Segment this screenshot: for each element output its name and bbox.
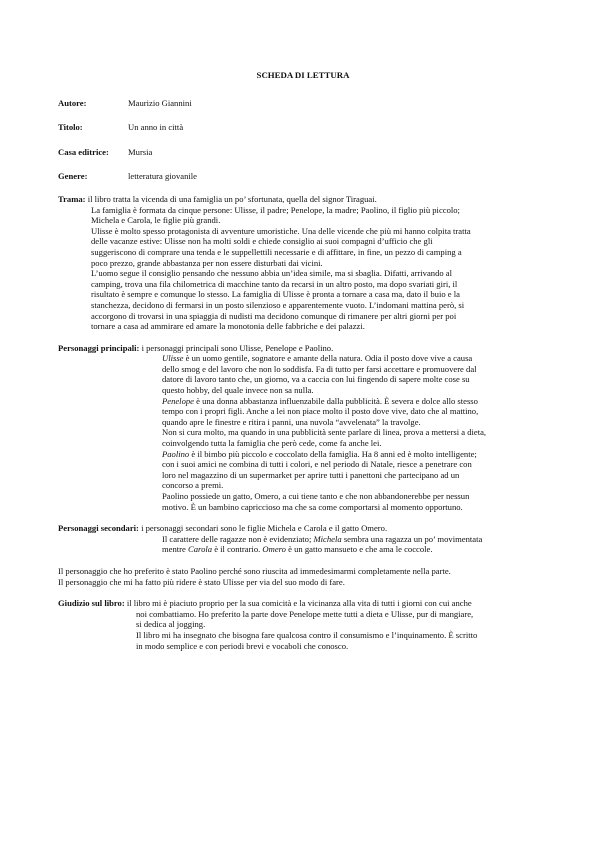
trama-line: delle vacanze estive: Ulisse non ha molti soldi e chiede consiglio ai suoi compagni d’ufficio che gli: [91, 236, 433, 247]
giudizio-line: si dedica al jogging.: [136, 619, 206, 630]
page-title: SCHEDA DI LETTURA: [256, 70, 350, 80]
field-value: letteratura giovanile: [128, 171, 197, 182]
trama-line: tornare a casa ad ammirare ed amare la monotonia delle fabbriche e dei palazzi.: [91, 321, 365, 332]
preferito-line: Il personaggio che mi ha fatto più ridere è stato Ulisse per via del suo modo di fare.: [58, 576, 345, 587]
character-name: Penelope: [162, 395, 194, 406]
secondari-text: i personaggi secondari sono le figlie Michela e Carola e il gatto Omero.: [141, 523, 388, 534]
giudizio-line: Il libro mi ha insegnato che bisogna fare qualcosa contro il consumismo e l’inquinamento. È scritto: [136, 629, 478, 640]
character-name: Ulisse: [162, 353, 184, 364]
character-text: è una donna abbastanza influenzabile dalla pubblicità. È severa e dolce allo stesso: [193, 395, 478, 406]
giudizio-section: [58, 598, 548, 651]
trama-line: L’uomo segue il consiglio pensando che nessuno abbia un’idea simile, ma si sbaglia. Difatti, arrivando al: [91, 268, 453, 279]
text-span: sembra una ragazza un po’ movimentata: [341, 533, 483, 544]
preferito-line: Il personaggio che ho preferito è stato Paolino perché sono riuscita ad immedesimarmi completamente nella parte.: [58, 565, 451, 576]
paolino-line: loro nel magazzino di un supermarket per aprire tutti i panettoni che partecipano ad un: [162, 469, 460, 480]
ulisse-line: dello smog e del lavoro che non lo soddisfa. Fa di tutto per farsi accettare e promuovere dal: [162, 363, 477, 374]
trama-line: Michela e Carola, le figlie più grandi.: [91, 215, 221, 226]
trama-line: Ulisse è molto spesso protagonista di avventure umoristiche. Una delle vicende che più mi hanno colpita tratta: [91, 225, 471, 236]
ulisse-line: questo hobby, del quale invece non sa nulla.: [162, 385, 314, 396]
penelope-line: [162, 396, 548, 407]
paolino-line: concorso a premi.: [162, 480, 224, 491]
character-name: Carola: [188, 544, 213, 555]
trama-section: [58, 194, 548, 332]
field-genere: [58, 171, 548, 182]
giudizio-first-line: [58, 598, 548, 609]
field-value: Mursia: [128, 146, 153, 157]
field-casa-editrice: [58, 147, 548, 158]
paolino-line: motivo. È un bambino capriccioso ma che sa come comportarsi al momento opportuno.: [162, 501, 463, 512]
character-text: è un uomo gentile, sognatore e amante della natura. Odia il posto dove vive a causa: [183, 353, 473, 364]
trama-label: Trama:: [58, 193, 86, 204]
text-span: mentre: [162, 544, 189, 555]
trama-line: suggeriscono di comprare una tenda e le suppellettili necessarie e di affittare, in fine, un pezzo di camping a: [91, 246, 462, 257]
trama-line: accorgono di trovarsi in una spiaggia di nudisti ma decidono comunque di rimanere per altri giorni per poi: [91, 310, 457, 321]
document-page: [58, 70, 548, 662]
trama-line: camping, trova una fila chilometrica di macchine tanto da recarsi in un altro posto, ma dopo svariati giri, il: [91, 278, 458, 289]
secondari-first-line: [58, 523, 548, 534]
character-name: Omero: [262, 544, 286, 555]
preferito-section: [58, 566, 548, 587]
field-autore: [58, 98, 548, 109]
field-value: Maurizio Giannini: [128, 97, 192, 108]
principali-text: i personaggi principali sono Ulisse, Penelope e Paolino.: [141, 342, 334, 353]
ulisse-line: datore di lavoro tanto che, un giorno, va a caccia con lui fingendo di sapere molte cose su: [162, 374, 470, 385]
secondari-line: [162, 544, 548, 555]
principali-first-line: [58, 343, 548, 354]
field-label: Autore:: [58, 97, 87, 108]
text-span: è un gatto mansueto e che ama le coccole.: [285, 544, 433, 555]
principali-label: Personaggi principali:: [58, 342, 140, 353]
penelope-line: Non si cura molto, ma quando in una pubblicità sente parlare di linea, prova a mettersi a dieta,: [162, 427, 487, 438]
paolino-line: [162, 449, 548, 460]
trama-first-line: [58, 194, 548, 205]
giudizio-label: Giudizio sul libro:: [58, 598, 125, 609]
ulisse-line: [162, 353, 548, 364]
trama-line: stanchezza, decidono di fermarsi in un posto silenzioso e apparentemente vuoto. L’indomani mattina però, si: [91, 299, 465, 310]
secondari-label: Personaggi secondari:: [58, 523, 139, 534]
giudizio-line: noi combattiamo. Ho preferito la parte dove Penelope mette tutti a dieta e Ulisse, pur di mangiare,: [136, 608, 474, 619]
field-label: Genere:: [58, 171, 88, 182]
character-name: Michela: [313, 533, 342, 544]
field-label: Casa editrice:: [58, 146, 109, 157]
trama-line: poco prezzo, grande abbastanza per non essere disturbati dai vicini.: [91, 257, 323, 268]
trama-body: [91, 205, 548, 332]
field-value: Un anno in città: [128, 122, 184, 133]
principali-section: [58, 343, 548, 513]
trama-line: risultato è sempre e comunque lo stesso. La famiglia di Ulisse è pronta a tornare a casa ma, dato il buio e la: [91, 289, 460, 300]
secondari-section: [58, 523, 548, 555]
penelope-line: coinvolgendo tutta la famiglia che però cede, come fa anche lei.: [162, 438, 382, 449]
secondari-body: [162, 534, 548, 555]
penelope-line: tempo con i propri figli. Anche a lei non piace molto il posto dove vive, dato che al mattino,: [162, 406, 479, 417]
field-titolo: [58, 122, 548, 133]
character-name: Paolino: [162, 448, 190, 459]
trama-text: il libro tratta la vicenda di una famiglia un po’ sfortunata, quella del signor Tiraguai.: [87, 193, 377, 204]
paolino-line: con i suoi amici ne combina di tutti i colori, e nel periodo di Natale, riesce a penetrare con: [162, 459, 472, 470]
giudizio-body: [136, 609, 548, 651]
secondari-line: [162, 534, 548, 545]
character-text: è il bimbo più piccolo e coccolato della famiglia. Ha 8 anni ed è molto intelligente;: [189, 448, 477, 459]
penelope-line: quando apre le finestre e ritira i panni, una nuvola “avvelenata” la travolge.: [162, 416, 421, 427]
trama-line: La famiglia è formata da cinque persone: Ulisse, il padre; Penelope, la madre; Paolino, il figlio più piccolo;: [91, 204, 460, 215]
text-span: Il carattere delle ragazze non è evidenziato;: [162, 533, 314, 544]
giudizio-line: in modo semplice e con periodi brevi e vocaboli che conosco.: [136, 640, 349, 651]
field-label: Titolo:: [58, 122, 83, 133]
principali-body: [162, 353, 548, 512]
giudizio-text: il libro mi è piaciuto proprio per la sua comicità e la vicinanza alla vita di tutti i giorni con cui anche: [126, 598, 472, 609]
text-span: è il contrario.: [212, 544, 263, 555]
paolino-line: Paolino possiede un gatto, Omero, a cui tiene tanto e che non abbandonerebbe per nessun: [162, 491, 470, 501]
